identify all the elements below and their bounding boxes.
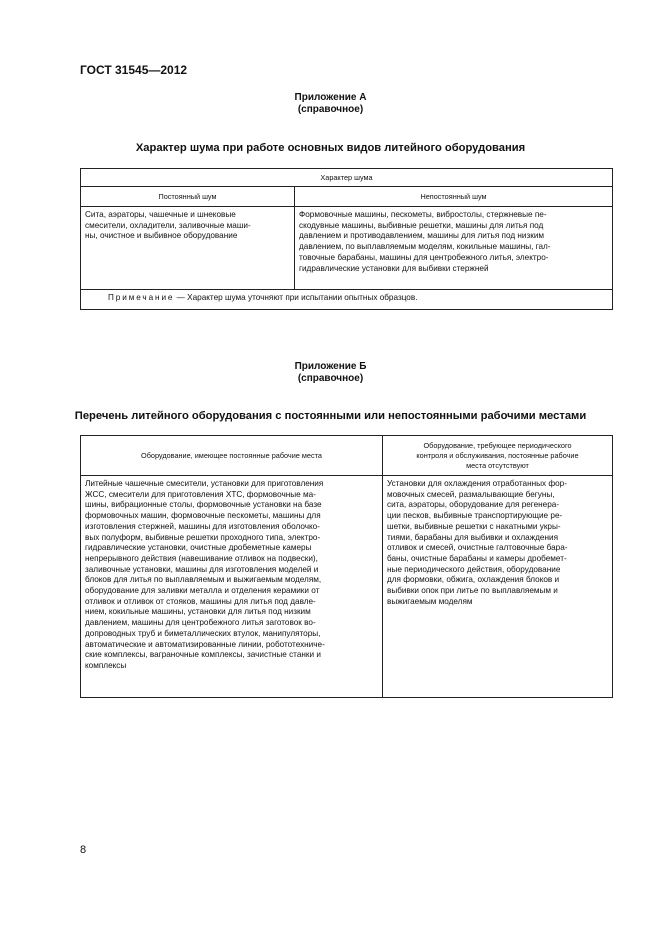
workplace-table (80, 435, 613, 698)
annex-b-status: (справочное) (297, 373, 364, 384)
header-line: Оборудование, требующее периодического (423, 440, 572, 450)
annex-a-status: (справочное) (297, 104, 364, 115)
text-line: ЖСС, смесители для приготовления ХТС, формовочные ма- (85, 489, 316, 499)
text-line: Литейные чашечные смесители, установки для приготовления (85, 479, 324, 488)
text-line: скодувные машины, выбивные решетки, машины для литья под (299, 220, 544, 230)
table-note (81, 290, 613, 310)
text-line: ции песков, выбивные транспортирующие ре- (387, 511, 563, 521)
text-line: Формовочные машины, пескометы, вибростолы, стержневые пе- (299, 210, 547, 219)
text-line: Сита, аэраторы, чашечные и шнековые (85, 210, 236, 219)
text-line: мовочных смесей, размалывающие бегуны, (387, 489, 555, 499)
text-line: выжигаемым моделям (387, 596, 473, 606)
header-line: контроля и обслуживания, постоянные рабочие (416, 450, 579, 460)
text-line: давлением и противодавлением, машины для литья под низким (299, 231, 545, 241)
constant-noise-cell (81, 207, 295, 290)
text-line: непрерывного действия (навешивание отливок на подвески), (85, 553, 318, 563)
annex-a-title: Приложение А (294, 92, 367, 103)
text-line: допроводных труб и биметаллических втулок, манипуляторы, (85, 628, 321, 638)
constant-noise-header: Постоянный шум (81, 187, 295, 207)
text-line: нием, кокильные машины, установки для литья под низким (85, 607, 311, 617)
text-line: выбивки опок при литье по выплавляемым и (387, 586, 558, 596)
text-line: Установки для охлаждения отработанных фор- (387, 479, 567, 488)
text-line: сита, аэраторы, оборудование для регенера- (387, 500, 560, 510)
text-line: отливок и смесей, очистные галтовочные бара- (387, 543, 568, 553)
text-line: заливочные установки, машины для изготовления моделей и (85, 564, 319, 574)
variable-noise-cell (295, 207, 613, 290)
text-line: тиями, барабаны для выбивки и охлаждения (387, 532, 559, 542)
text-line: блоков для литья по выплавляемым и выжигаемым моделям, (85, 575, 322, 585)
text-line: давлением, по выплавляемым моделям, кокильные машины, гал- (299, 242, 551, 252)
text-line: гидравлические установки, очистные дробеметные камеры (85, 543, 312, 553)
text-line: товочные барабаны, машины для центробежного литья, электро- (299, 252, 549, 262)
variable-noise-header: Непостоянный шум (295, 187, 613, 207)
text-line: формовочных машин, формовочные пескометы, машины для (85, 511, 321, 521)
text-line: шины, вибрационные столы, формовочные установки на базе (85, 500, 322, 510)
text-line: отливок и отливок от стояков, машины для литья под давле- (85, 596, 316, 606)
standard-designation: ГОСТ 31545—2012 (80, 63, 188, 77)
note-label: Примечание (108, 293, 175, 302)
note-text: — Характер шума уточняют при испытании опытных образцов. (174, 293, 418, 302)
text-line: гидравлические установки для выбивки стержней (299, 263, 489, 273)
constant-workplace-equipment (81, 476, 383, 698)
text-line: ские комплексы, ваграночные комплексы, зачистные станки и (85, 650, 321, 660)
text-line: ные периодического действия, оборудование (387, 564, 561, 574)
periodic-control-header (383, 436, 613, 476)
annex-b-heading: Перечень литейного оборудования с постоянными или непостоянными рабочими местами (74, 410, 587, 422)
constant-workplace-header: Оборудование, имеющее постоянные рабочие места (81, 436, 383, 476)
text-line: для формовки, обжига, охлаждения блоков и (387, 575, 560, 585)
text-line: вых полуформ, выбивные решетки проходного типа, электро- (85, 532, 321, 542)
text-line: комплексы (85, 660, 127, 670)
text-line: оборудование для заливки металла и отделения керамики от (85, 586, 320, 596)
text-line: изготовления стержней, машины для изготовления оболочко- (85, 521, 320, 531)
noise-character-header: Характер шума (81, 169, 613, 187)
periodic-control-equipment (383, 476, 613, 698)
annex-a-heading: Характер шума при работе основных видов литейного оборудования (135, 142, 526, 154)
text-line: шетки, выбивные решетки с накатными укры- (387, 521, 561, 531)
text-line: давлением, машины для центробежного литья заготовок во- (85, 618, 316, 628)
text-line: смесители, охладители, заливочные маши- (85, 220, 251, 230)
text-line: ны, очистное и выбивное оборудование (85, 231, 238, 241)
text-line: автоматические и автоматизированные линии, робототехниче- (85, 639, 325, 649)
page-number: 8 (80, 844, 87, 856)
header-line: места отсутствуют (466, 460, 529, 470)
text-line: баны, очистные барабаны и камеры дробемет- (387, 553, 567, 563)
noise-character-table (80, 168, 613, 310)
annex-b-title: Приложение Б (294, 361, 367, 372)
